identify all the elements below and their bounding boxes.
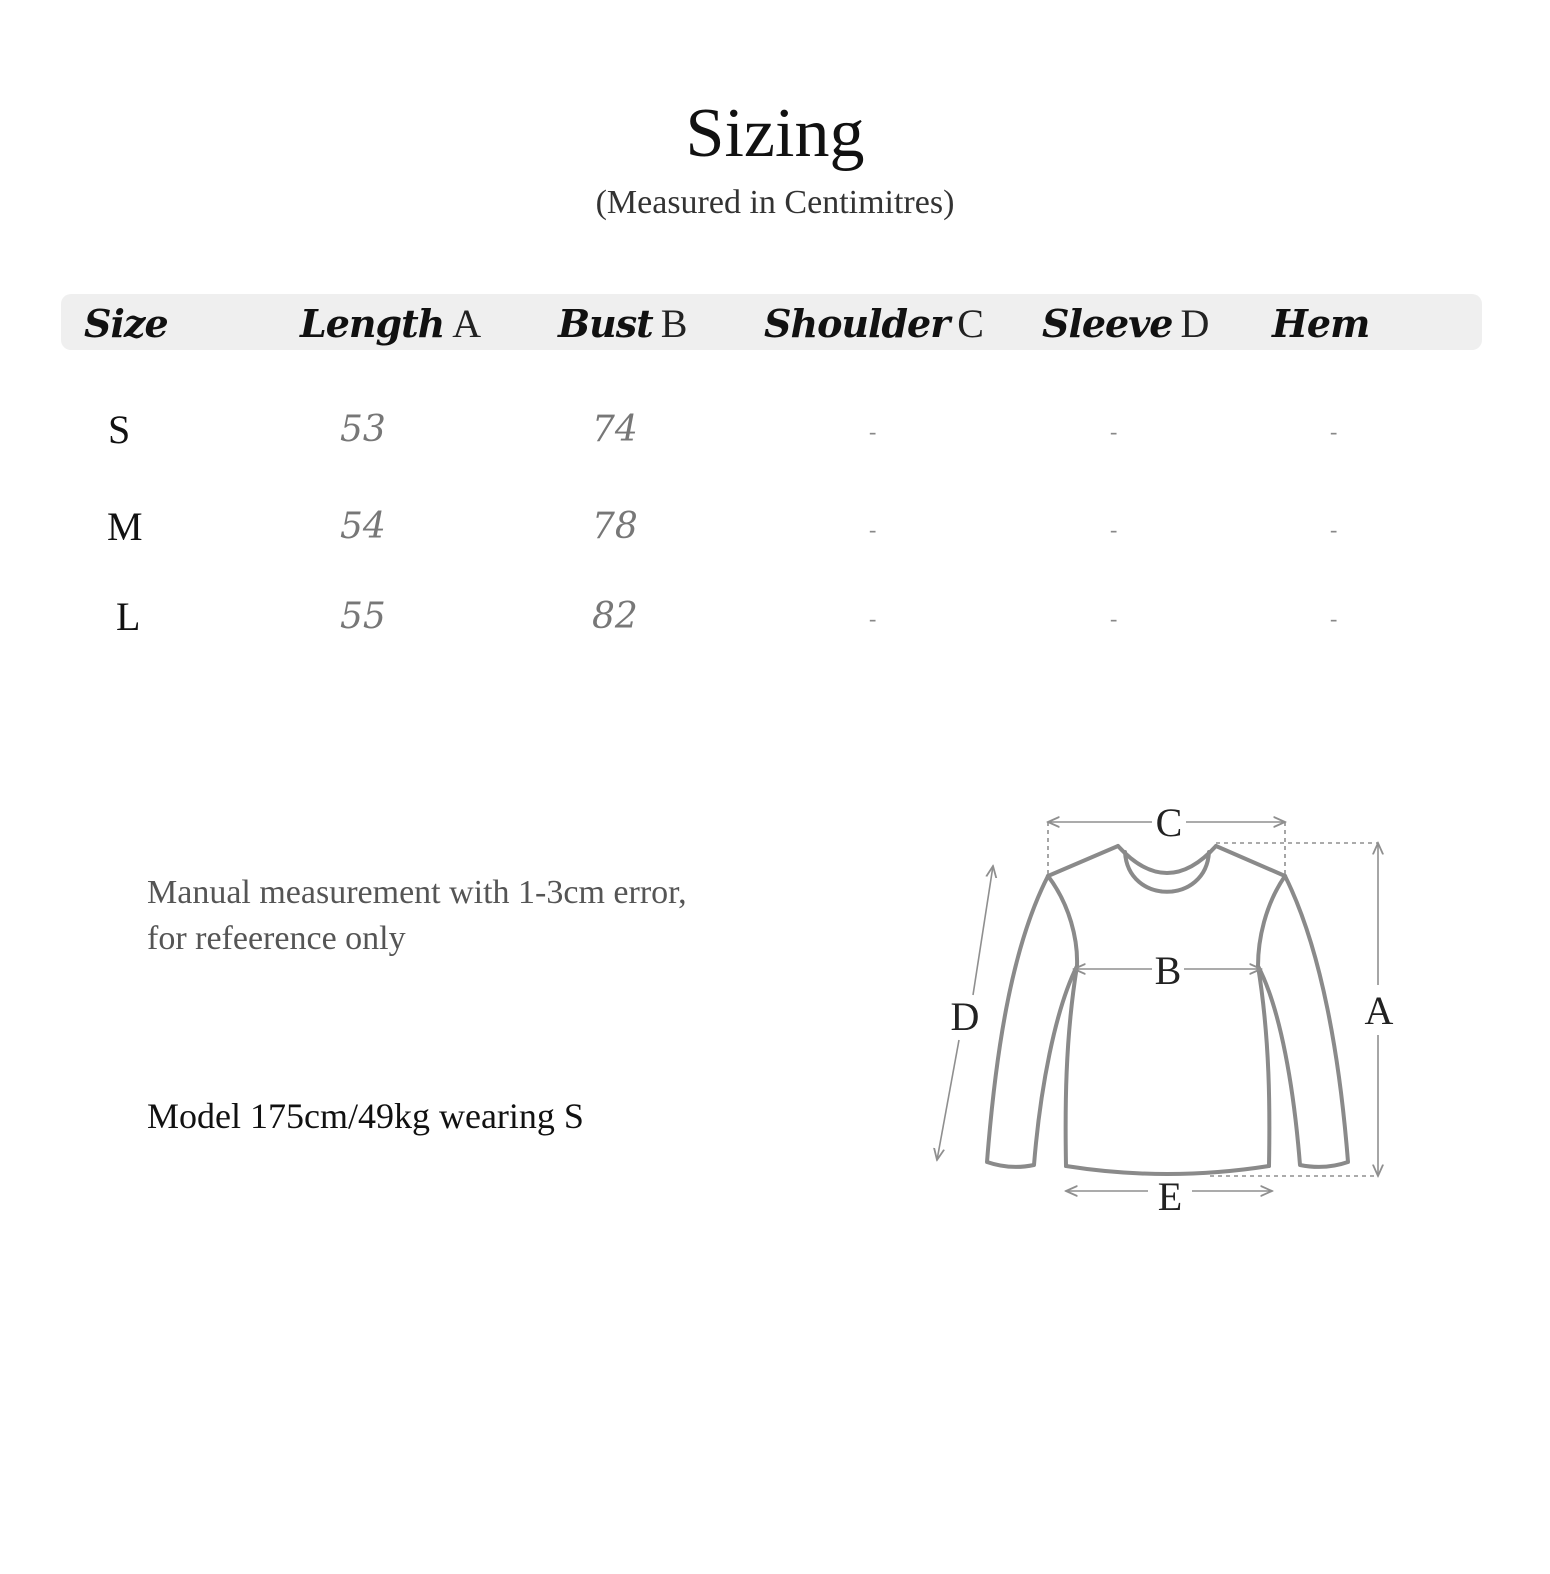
- page-subtitle: (Measured in Centimitres): [595, 184, 955, 221]
- diagram-label-a: A: [1364, 988, 1394, 1033]
- guide-d-upper: [973, 866, 993, 995]
- row-m-length: 54: [340, 506, 386, 547]
- row-size-s: S: [108, 407, 131, 452]
- header-hem-name: Hem: [1272, 301, 1370, 346]
- sweater-left-body-side: [1048, 876, 1077, 1166]
- measurement-note-line1: Manual measurement with 1-3cm error,: [147, 874, 687, 911]
- row-m-shoulder: -: [869, 517, 877, 542]
- header-bust-name: Bust: [558, 301, 653, 346]
- header-size-name: Size: [84, 301, 168, 346]
- row-s-shoulder: -: [869, 419, 877, 444]
- sweater-right-sleeve: [1258, 876, 1348, 1167]
- diagram-label-e: E: [1157, 1174, 1183, 1219]
- measurement-note: [147, 870, 687, 962]
- diagram-label-c: C: [1155, 800, 1183, 845]
- header-bust: [558, 296, 687, 352]
- header-sleeve: [1042, 296, 1209, 352]
- header-shoulder-letter: C: [957, 301, 984, 346]
- measurement-note-line2: for refeerence only: [147, 920, 406, 957]
- diagram-label-b: B: [1154, 948, 1182, 993]
- measurement-guides: [937, 822, 1378, 1191]
- sweater-body-left-shoulder: [1048, 846, 1118, 876]
- header-sleeve-name: Sleeve: [1042, 301, 1173, 346]
- row-size-l: L: [116, 594, 141, 639]
- header-shoulder: [764, 296, 984, 352]
- row-m-hem: -: [1330, 517, 1338, 542]
- row-l-length: 55: [340, 596, 386, 637]
- diagram-label-d: D: [950, 994, 980, 1039]
- sweater-outline: [987, 846, 1348, 1174]
- row-s-sleeve: -: [1110, 419, 1118, 444]
- sweater-body-right-shoulder: [1216, 846, 1285, 876]
- model-info: Model 175cm/49kg wearing S: [147, 1096, 584, 1136]
- garment-measurement-diagram: [900, 780, 1460, 1240]
- header-length-letter: A: [452, 301, 482, 346]
- row-m-sleeve: -: [1110, 517, 1118, 542]
- row-l-sleeve: -: [1110, 606, 1118, 631]
- header-hem: [1272, 296, 1369, 352]
- sweater-hem: [1066, 1166, 1269, 1174]
- header-length: [300, 296, 481, 352]
- row-s-hem: -: [1330, 419, 1338, 444]
- header-sleeve-letter: D: [1180, 301, 1210, 346]
- row-size-m: M: [107, 504, 143, 549]
- row-l-hem: -: [1330, 606, 1338, 631]
- sweater-left-sleeve: [987, 876, 1077, 1167]
- page-title: Sizing: [685, 95, 865, 172]
- row-l-shoulder: -: [869, 606, 877, 631]
- guide-d-lower: [937, 1040, 959, 1160]
- header-shoulder-name: Shoulder: [764, 301, 950, 346]
- row-s-length: 53: [340, 409, 386, 450]
- header-bust-letter: B: [660, 301, 688, 346]
- header-length-name: Length: [300, 301, 445, 346]
- row-m-bust: 78: [592, 506, 638, 547]
- row-s-bust: 74: [592, 409, 638, 450]
- sweater-right-body-side: [1258, 876, 1285, 1166]
- row-l-bust: 82: [592, 596, 638, 637]
- header-size: [84, 296, 168, 352]
- sweater-neckline-outer: [1118, 846, 1216, 873]
